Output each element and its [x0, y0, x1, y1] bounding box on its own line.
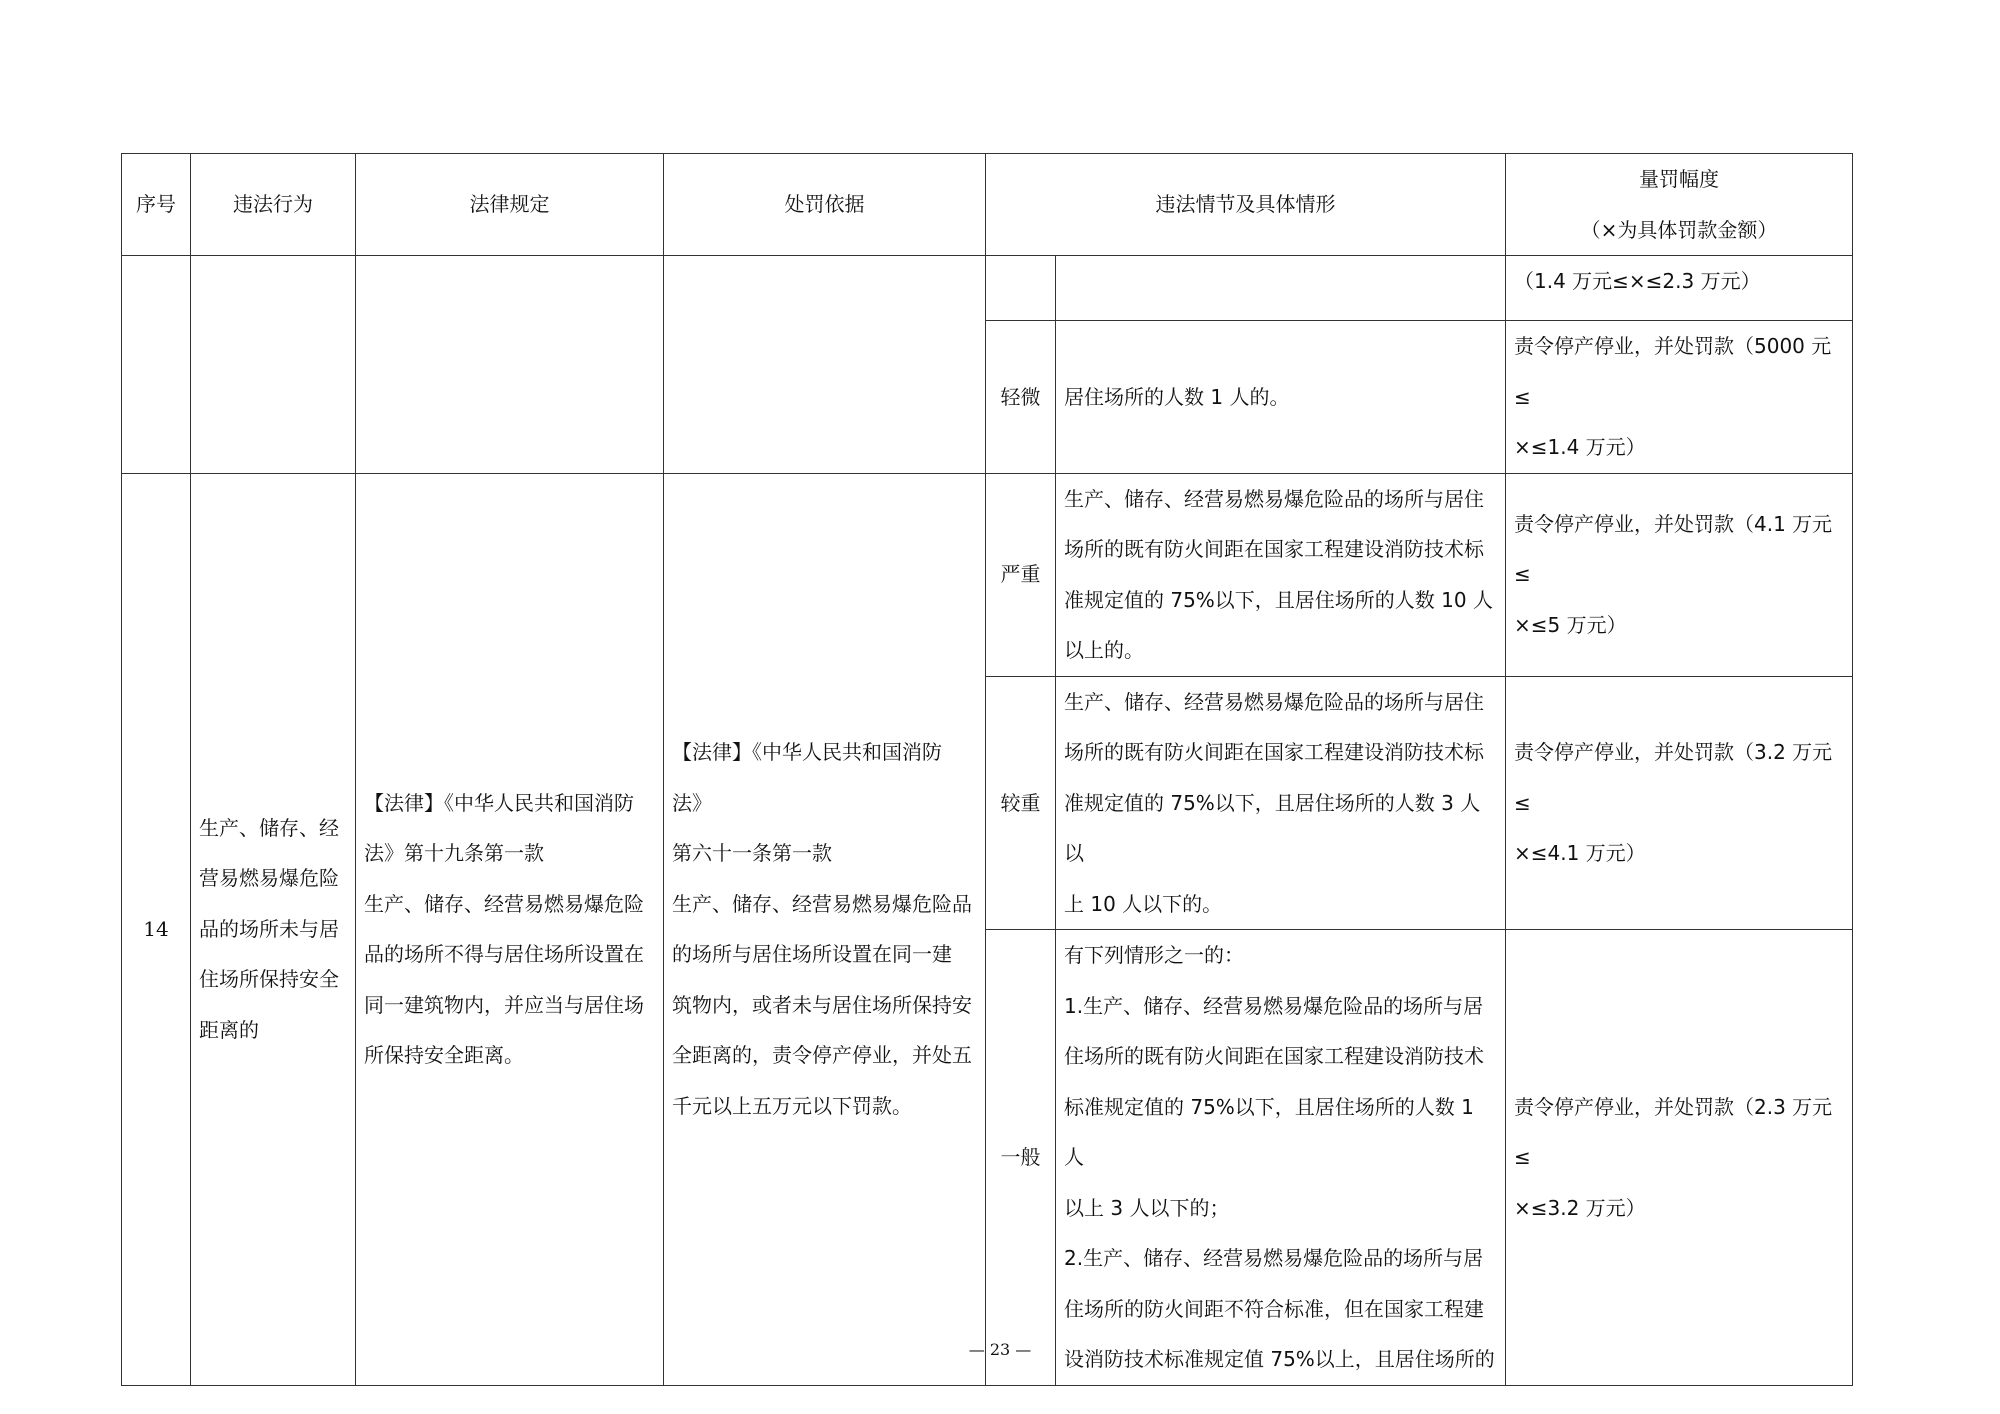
minor-desc-text: 居住场所的人数 1 人的。 [1064, 384, 1290, 409]
general-desc [1056, 930, 1506, 1386]
serious-desc [1056, 676, 1506, 930]
table-row-item14-severe [122, 473, 1853, 676]
header-penalty-basis: 处罚依据 [664, 154, 986, 256]
table-row-prev-continued [122, 256, 1853, 321]
minor-desc [1056, 321, 1506, 474]
severe-range-text: 责令停产停业，并处罚款（4.1 万元≤ ×≤5 万元） [1514, 511, 1833, 637]
severe-desc [1056, 473, 1506, 676]
header-penalty-range-title: 量罚幅度 [1639, 167, 1719, 191]
penalty-table [121, 153, 1853, 1386]
item14-violation [191, 473, 356, 1385]
item14-legal-provision [356, 473, 664, 1385]
header-penalty-range [1506, 154, 1853, 256]
page-number: — 23 — [968, 1340, 1032, 1359]
serious-range [1506, 676, 1853, 930]
general-range [1506, 930, 1853, 1386]
prev-violation-cell [191, 256, 356, 474]
general-range-text: 责令停产停业，并处罚款（2.3 万元≤ ×≤3.2 万元） [1514, 1094, 1833, 1220]
general-desc-text: 有下列情形之一的： 1.生产、储存、经营易燃易爆危险品的场所与居 住场所的既有防火间距在国家工程建设消防技术 标准规定值的 75%以下，且居住场所的人数 1 人 以上 3 人以下的； 2.生产、储存、经营易燃易爆危险品的场所与居 住场所的防火间距不符合标准，但在国家工程建 设消防技术标准规定值 75%以上，且居住场所的 [1064, 943, 1495, 1371]
header-legal-provision: 法律规定 [356, 154, 664, 256]
prev-serial-cell [122, 256, 191, 474]
header-violation: 违法行为 [191, 154, 356, 256]
level-general: 一般 [986, 930, 1056, 1386]
serious-desc-text: 生产、储存、经营易燃易爆危险品的场所与居住 场所的既有防火间距在国家工程建设消防技术标 准规定值的 75%以下，且居住场所的人数 3 人以 上 10 人以下的。 [1064, 689, 1484, 916]
item14-serial: 14 [122, 473, 191, 1385]
item14-penalty-basis [664, 473, 986, 1385]
header-serial: 序号 [122, 154, 191, 256]
level-severe: 严重 [986, 473, 1056, 676]
severe-desc-text: 生产、储存、经营易燃易爆危险品的场所与居住 场所的既有防火间距在国家工程建设消防技术标 准规定值的 75%以下，且居住场所的人数 10 人 以上的。 [1064, 486, 1493, 662]
prev-level-cell [986, 256, 1056, 321]
prev-basis-cell [664, 256, 986, 474]
prev-desc-cell [1056, 256, 1506, 321]
table-header-row [122, 154, 1853, 256]
serious-range-text: 责令停产停业，并处罚款（3.2 万元≤ ×≤4.1 万元） [1514, 740, 1833, 865]
prev-legal-cell [356, 256, 664, 474]
header-penalty-range-note: （×为具体罚款金额） [1580, 217, 1778, 242]
level-serious: 较重 [986, 676, 1056, 930]
level-minor: 轻微 [986, 321, 1056, 474]
prev-continued-range-text: （1.4 万元≤×≤2.3 万元） [1514, 269, 1761, 293]
item14-violation-text: 生产、储存、经 营易燃易爆危险 品的场所未与居 住场所保持安全 距离的 [199, 815, 339, 1042]
severe-range [1506, 473, 1853, 676]
item14-legal-provision-text: 【法律】《中华人民共和国消防 法》第十九条第一款 生产、储存、经营易燃易爆危险 品的场所不得与居住场所设置在 同一建筑物内，并应当与居住场 所保持安全距离。 [364, 790, 644, 1067]
item14-penalty-basis-text: 【法律】《中华人民共和国消防法》 第六十一条第一款 生产、储存、经营易燃易爆危险品 的场所与居住场所设置在同一建 筑物内，或者未与居住场所保持安 全距离的，责令停产停业，并处五 千元以上五万元以下罚款。 [672, 740, 972, 1118]
prev-continued-range [1506, 256, 1853, 321]
minor-range [1506, 321, 1853, 474]
header-circumstances: 违法情节及具体情形 [986, 154, 1506, 256]
minor-range-text: 责令停产停业，并处罚款（5000 元≤ ×≤1.4 万元） [1514, 334, 1832, 459]
